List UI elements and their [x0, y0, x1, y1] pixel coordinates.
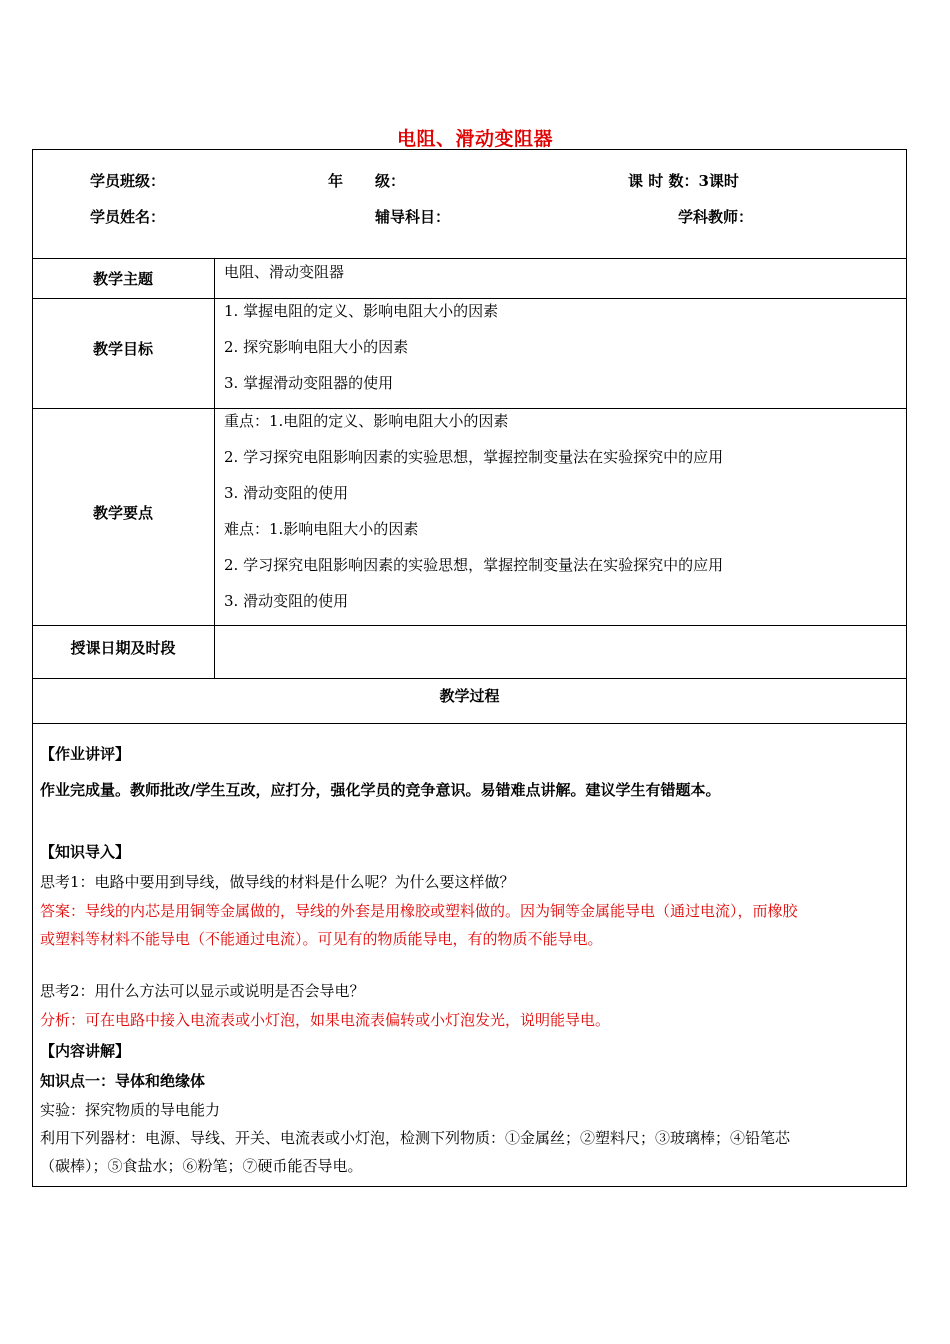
- homework-text: 作业完成量。教师批改/学生互改，应打分，强化学员的竞争意识。易错难点讲解。建议学生有错题本。: [40, 781, 721, 799]
- table-column-divider: [214, 258, 215, 678]
- table-divider: [32, 298, 907, 299]
- question-1: 思考1：电路中要用到导线，做导线的材料是什么呢？为什么要这样做？: [40, 873, 515, 891]
- table-divider: [32, 625, 907, 626]
- table-divider: [32, 723, 907, 724]
- grade-label-a: 年: [328, 172, 344, 190]
- answer-1-line-1: 答案：导线的内芯是用铜等金属做的，导线的外套是用橡胶或塑料做的。因为铜等金属能导电（通过电流），而橡胶: [40, 902, 798, 920]
- homework-heading: 【作业讲评】: [40, 745, 131, 763]
- question-2: 思考2：用什么方法可以显示或说明是否会导电？: [40, 982, 365, 1000]
- keypoint-item: 3. 滑动变阻的使用: [224, 592, 349, 610]
- keypoint-item: 难点：1.影响电阻大小的因素: [224, 520, 419, 538]
- table-divider: [32, 258, 907, 259]
- table-divider: [32, 678, 907, 679]
- table-divider: [32, 408, 907, 409]
- grade-label-b: 级：: [375, 172, 406, 190]
- intro-heading: 【知识导入】: [40, 843, 131, 861]
- name-label: 学员姓名：: [90, 208, 166, 226]
- experiment-text: 实验：探究物质的导电能力: [40, 1101, 221, 1119]
- page-title: 电阻、滑动变阻器: [396, 128, 553, 150]
- keypoint-item: 2. 学习探究电阻影响因素的实验思想，掌握控制变量法在实验探究中的应用: [224, 448, 724, 466]
- answer-2: 分析：可在电路中接入电流表或小灯泡，如果电流表偏转或小灯泡发光，说明能导电。: [40, 1011, 611, 1029]
- keypoints-label: 教学要点: [92, 504, 153, 522]
- keypoint-item: 重点：1.电阻的定义、影响电阻大小的因素: [224, 412, 509, 430]
- goal-item: 2. 探究影响电阻大小的因素: [224, 338, 409, 356]
- class-label: 学员班级：: [90, 172, 166, 190]
- goal-item: 3. 掌握滑动变阻器的使用: [224, 374, 394, 392]
- topic-label: 教学主题: [92, 270, 153, 288]
- process-label: 教学过程: [439, 687, 500, 705]
- hours-label: 课 时 数：3课时: [628, 172, 739, 190]
- knowledge-point-1: 知识点一：导体和绝缘体: [40, 1072, 206, 1090]
- content-heading: 【内容讲解】: [40, 1042, 131, 1060]
- keypoint-item: 2. 学习探究电阻影响因素的实验思想，掌握控制变量法在实验探究中的应用: [224, 556, 724, 574]
- teacher-label: 学科教师：: [678, 208, 754, 226]
- materials-line-2: （碳棒）；⑤食盐水；⑥粉笔；⑦硬币能否导电。: [40, 1157, 363, 1175]
- keypoint-item: 3. 滑动变阻的使用: [224, 484, 349, 502]
- answer-1-line-2: 或塑料等材料不能导电（不能通过电流）。可见有的物质能导电，有的物质不能导电。: [40, 930, 603, 948]
- goals-label: 教学目标: [92, 340, 153, 358]
- materials-line-1: 利用下列器材：电源、导线、开关、电流表或小灯泡，检测下列物质：①金属丝；②塑料尺；③玻璃棒；④铅笔芯: [40, 1129, 791, 1147]
- goal-item: 1. 掌握电阻的定义、影响电阻大小的因素: [224, 302, 499, 320]
- date-label: 授课日期及时段: [70, 639, 176, 657]
- subject-label: 辅导科目：: [375, 208, 451, 226]
- topic-value: 电阻、滑动变阻器: [224, 263, 345, 281]
